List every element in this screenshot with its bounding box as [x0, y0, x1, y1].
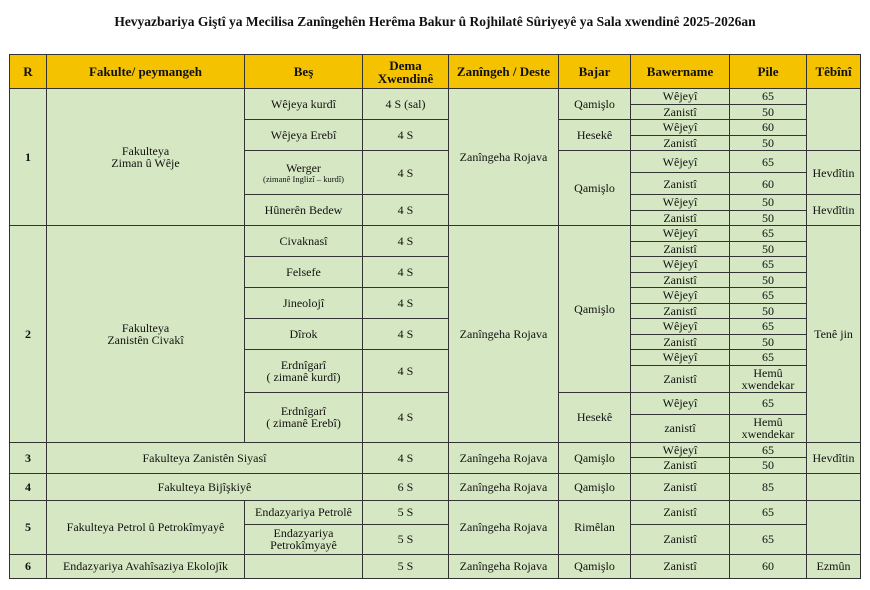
grade: 65 — [730, 392, 807, 414]
header-university: Zanîngeh / Deste — [449, 55, 559, 89]
faculty-name: Fakulteya Ziman û Wêje — [47, 89, 245, 226]
duration: 4 S — [363, 120, 449, 151]
grade: 60 — [730, 173, 807, 195]
diploma: Wêjeyî — [631, 442, 730, 458]
table-row — [10, 554, 861, 578]
grade: 50 — [730, 458, 807, 474]
city: Qamişlo — [559, 226, 631, 393]
table-row — [10, 500, 861, 524]
grade: Hemû xwendekar — [730, 365, 807, 392]
diploma: Zanistî — [631, 524, 730, 554]
header-diploma: Bawername — [631, 55, 730, 89]
city: Hesekê — [559, 392, 631, 442]
department-name: Endazyariya Petrolê — [245, 500, 363, 524]
grade: 65 — [730, 288, 807, 304]
department-name: Endazyariya Petrokîmyayê — [245, 524, 363, 554]
diploma: Zanistî — [631, 500, 730, 524]
row-number: 3 — [10, 442, 47, 473]
department-name: Wêjeya kurdî — [245, 89, 363, 120]
diploma: Wêjeyî — [631, 288, 730, 304]
department-name: Felsefe — [245, 257, 363, 288]
row-number: 2 — [10, 226, 47, 443]
duration: 4 S — [363, 350, 449, 393]
page-title: Hevyazbariya Giştî ya Mecilisa Zanîngehên Herêma Bakur û Rojhilatê Sûriyeyê ya Sala xwendinê 2025-2026an — [114, 14, 756, 29]
university: Zanîngeha Rojava — [449, 442, 559, 473]
note: Tenê jin — [807, 226, 861, 443]
university: Zanîngeha Rojava — [449, 500, 559, 554]
city: Qamişlo — [559, 442, 631, 473]
diploma: Wêjeyî — [631, 257, 730, 273]
row-number: 6 — [10, 554, 47, 578]
grade: 65 — [730, 257, 807, 273]
row-number: 4 — [10, 473, 47, 500]
table-row — [10, 226, 861, 242]
department-name: Hûnerên Bedew — [245, 195, 363, 226]
city: Qamişlo — [559, 473, 631, 500]
diploma: Zanistî — [631, 365, 730, 392]
duration: 4 S — [363, 257, 449, 288]
duration: 5 S — [363, 554, 449, 578]
duration: 4 S — [363, 288, 449, 319]
city: Qamişlo — [559, 554, 631, 578]
diploma: Wêjeyî — [631, 151, 730, 173]
diploma: Wêjeyî — [631, 392, 730, 414]
faculty-name: Fakulteya Zanistên Siyasî — [47, 442, 363, 473]
diploma: Zanistî — [631, 303, 730, 319]
university: Zanîngeha Rojava — [449, 226, 559, 443]
duration: 4 S — [363, 392, 449, 442]
grade: 50 — [730, 272, 807, 288]
header-duration: Dema Xwendinê — [363, 55, 449, 89]
grade: 65 — [730, 226, 807, 242]
diploma: Zanistî — [631, 241, 730, 257]
header-notes: Têbînî — [807, 55, 861, 89]
grade: 50 — [730, 210, 807, 226]
grade: 65 — [730, 89, 807, 105]
grade: 65 — [730, 319, 807, 335]
diploma: Zanistî — [631, 554, 730, 578]
department-name: Civaknasî — [245, 226, 363, 257]
department-name: Erdnîgarî ( zimanê Erebî) — [245, 392, 363, 442]
diploma: Wêjeyî — [631, 120, 730, 136]
grade: 65 — [730, 442, 807, 458]
department-name: Erdnîgarî ( zimanê kurdî) — [245, 350, 363, 393]
grade: 60 — [730, 554, 807, 578]
diploma: Zanistî — [631, 334, 730, 350]
diploma: Wêjeyî — [631, 350, 730, 366]
note — [807, 473, 861, 500]
department-name — [245, 151, 363, 195]
duration: 5 S — [363, 500, 449, 524]
university: Zanîngeha Rojava — [449, 89, 559, 226]
department-name — [245, 554, 363, 578]
city: Rimêlan — [559, 500, 631, 554]
city: Qamişlo — [559, 89, 631, 120]
diploma: Wêjeyî — [631, 319, 730, 335]
diploma: Zanistî — [631, 173, 730, 195]
faculty-name: Fakulteya Petrol û Petrokîmyayê — [47, 500, 245, 554]
duration: 5 S — [363, 524, 449, 554]
header-grade: Pile — [730, 55, 807, 89]
department-name: Wêjeya Erebî — [245, 120, 363, 151]
grade: 65 — [730, 500, 807, 524]
duration: 4 S — [363, 195, 449, 226]
department-name-text: Werger — [286, 160, 321, 175]
duration: 4 S — [363, 319, 449, 350]
grade: 50 — [730, 195, 807, 211]
table-row — [10, 89, 861, 105]
university: Zanîngeha Rojava — [449, 554, 559, 578]
grade: 60 — [730, 120, 807, 136]
table-row — [10, 442, 861, 458]
note — [807, 89, 861, 151]
header-city: Bajar — [559, 55, 631, 89]
grade: 65 — [730, 524, 807, 554]
city: Qamişlo — [559, 151, 631, 226]
header-department: Beş — [245, 55, 363, 89]
diploma: Wêjeyî — [631, 89, 730, 105]
grade: 85 — [730, 473, 807, 500]
note: Ezmûn — [807, 554, 861, 578]
diploma: Zanistî — [631, 272, 730, 288]
header-r: R — [10, 55, 47, 89]
grade: 65 — [730, 151, 807, 173]
diploma: zanistî — [631, 414, 730, 442]
note: Hevdîtin — [807, 442, 861, 473]
note — [807, 500, 861, 554]
table-row — [10, 473, 861, 500]
duration: 4 S — [363, 442, 449, 473]
note: Hevdîtin — [807, 151, 861, 195]
diploma: Zanistî — [631, 473, 730, 500]
duration: 4 S — [363, 151, 449, 195]
diploma: Wêjeyî — [631, 195, 730, 211]
grade: 50 — [730, 303, 807, 319]
grade: 65 — [730, 350, 807, 366]
department-name: Dîrok — [245, 319, 363, 350]
diploma: Zanistî — [631, 458, 730, 474]
grade: 50 — [730, 104, 807, 120]
header-row — [10, 55, 861, 89]
grade: 50 — [730, 135, 807, 151]
row-number: 1 — [10, 89, 47, 226]
faculty-name: Fakulteya Bijîşkiyê — [47, 473, 363, 500]
duration: 4 S — [363, 226, 449, 257]
department-name: Jineolojî — [245, 288, 363, 319]
faculty-name: Fakulteya Zanistên Civakî — [47, 226, 245, 443]
diploma: Zanistî — [631, 104, 730, 120]
university: Zanîngeha Rojava — [449, 473, 559, 500]
grade: 50 — [730, 334, 807, 350]
city: Hesekê — [559, 120, 631, 151]
grade: 50 — [730, 241, 807, 257]
diploma: Zanistî — [631, 210, 730, 226]
diploma: Zanistî — [631, 135, 730, 151]
admission-table — [9, 54, 861, 579]
duration: 4 S (sal) — [363, 89, 449, 120]
diploma: Wêjeyî — [631, 226, 730, 242]
header-faculty: Fakulte/ peymangeh — [47, 55, 245, 89]
duration: 6 S — [363, 473, 449, 500]
grade: Hemû xwendekar — [730, 414, 807, 442]
note: Hevdîtin — [807, 195, 861, 226]
row-number: 5 — [10, 500, 47, 554]
faculty-name: Endazyariya Avahîsaziya Ekolojîk — [47, 554, 245, 578]
department-note: (zimanê Inglizî – kurdî) — [263, 173, 344, 184]
